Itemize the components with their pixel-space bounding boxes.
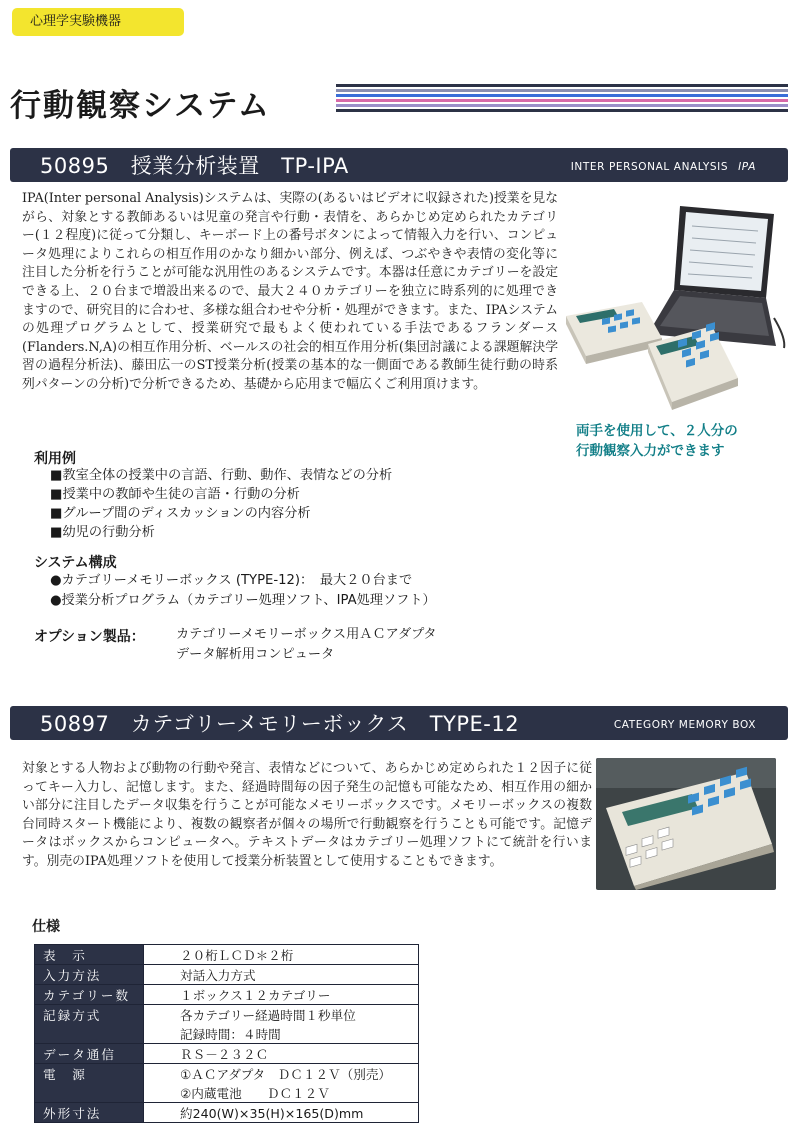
usage-item: ■幼児の行動分析 bbox=[50, 525, 155, 540]
spec-value: １ボックス１２カテゴリー bbox=[144, 985, 419, 1005]
section-subtitle-en: INTER PERSONAL ANALYSIS IPA bbox=[570, 161, 756, 173]
spec-value: ２０桁ＬＣＤ＊２桁 bbox=[144, 945, 419, 965]
spec-label: カテゴリー数 bbox=[35, 985, 144, 1005]
system-item: ●カテゴリーメモリーボックス (TYPE-12)： 最大２０台まで bbox=[50, 573, 413, 588]
option-item: カテゴリーメモリーボックス用ＡＣアダプタ bbox=[176, 627, 437, 642]
section-title: 50897 カテゴリーメモリーボックス TYPE-12 bbox=[40, 712, 520, 736]
spec-label: 表 示 bbox=[35, 945, 144, 965]
section-header-tp-ipa bbox=[10, 148, 788, 182]
memory-box-photo bbox=[596, 758, 776, 890]
section-title: 50895 授業分析装置 TP-IPA bbox=[40, 154, 349, 178]
spec-value: ①ＡＣアダプタ ＤＣ１２Ｖ（別売） ②内蔵電池 ＤＣ１２Ｖ bbox=[144, 1064, 419, 1103]
usage-heading: 利用例 bbox=[34, 451, 76, 467]
spec-label: 記録方式 bbox=[35, 1005, 144, 1044]
page-title: 行動観察システム bbox=[10, 88, 271, 124]
spec-row bbox=[35, 1064, 419, 1103]
system-heading: システム構成 bbox=[34, 555, 117, 571]
photo-caption-line: 行動観察入力ができます bbox=[576, 443, 725, 459]
usage-item: ■授業中の教師や生徒の言語・行動の分析 bbox=[50, 487, 300, 502]
photo-caption bbox=[576, 421, 786, 461]
title-decoration-stripes bbox=[336, 80, 788, 114]
spec-value: 対話入力方式 bbox=[144, 965, 419, 985]
photo-caption-line: 両手を使用して、２人分の bbox=[576, 423, 738, 439]
section-subtitle-en: CATEGORY MEMORY BOX bbox=[613, 719, 756, 731]
spec-row bbox=[35, 1005, 419, 1044]
usage-item: ■教室全体の授業中の言語、行動、動作、表情などの分析 bbox=[50, 468, 393, 483]
section-header-type-12 bbox=[10, 706, 788, 740]
spec-heading: 仕様 bbox=[32, 919, 60, 935]
usage-list bbox=[50, 466, 392, 542]
options-list bbox=[176, 625, 437, 665]
spec-row bbox=[35, 1103, 419, 1123]
spec-label: 外形寸法 bbox=[35, 1103, 144, 1123]
usage-item: ■グループ間のディスカッションの内容分析 bbox=[50, 506, 311, 521]
spec-value: 約240(W)×35(H)×165(D)mm bbox=[144, 1103, 419, 1123]
spec-label: 電 源 bbox=[35, 1064, 144, 1103]
spec-row bbox=[35, 1044, 419, 1064]
tp-ipa-product-photo bbox=[562, 198, 786, 416]
option-item: データ解析用コンピュータ bbox=[176, 647, 335, 662]
spec-row bbox=[35, 965, 419, 985]
spec-value: 各カテゴリー経過時間１秒単位 記録時間：４時間 bbox=[144, 1005, 419, 1044]
category-tag: 心理学実験機器 bbox=[12, 8, 184, 36]
system-item: ●授業分析プログラム（カテゴリー処理ソフト、IPA処理ソフト） bbox=[50, 593, 436, 608]
tp-ipa-description: IPA(Inter personal Analysis)システムは、実際の(あるいはビデオに収録された)授業を見ながら、対象とする教師あるいは児童の発言や行動・表情を、あらかじめ定められたカテゴリー(１２程度)に従って分類し、キーボード上の番号ボタンによって情報入力を行い、コンピュータ処理によりこれらの相互作用のかなり細かい部分、例えば、つぶやきや表情の変化等に注目した分析を行うことが可能な汎用性のあるシステムです。本器は任意にカテゴリーを設定できる上、２０台まで増設出来るので、最大２４０カテゴリーを独立に時系列的に処理できますので、研究目的に合わせ、多様な組合わせや分析・処理ができます。また、IPAシステムの処理プログラムとして、授業研究で最もよく使われている手法であるフランダース(Flanders.N,A)の相互作用分析、ベールスの社会的相互作用分析(集団討議による課題解決学習の過程分析法)、藤田広一のST授業分析(授業の基本的な一側面である教師生徒行動の時系列パターンの分析)で分析できるため、基礎から応用まで幅広くご利用頂けます。 bbox=[22, 191, 558, 392]
spec-table bbox=[34, 944, 419, 1123]
options-label: オプション製品： bbox=[34, 629, 145, 645]
spec-value: ＲＳ－２３２Ｃ bbox=[144, 1044, 419, 1064]
spec-label: データ通信 bbox=[35, 1044, 144, 1064]
system-list bbox=[50, 571, 436, 611]
spec-row bbox=[35, 945, 419, 965]
spec-label: 入力方法 bbox=[35, 965, 144, 985]
spec-row bbox=[35, 985, 419, 1005]
type-12-description: 対象とする人物および動物の行動や発言、表情などについて、あらかじめ定められた１２因子に従ってキー入力し、記憶します。また、経過時間毎の因子発生の記憶も可能なため、相互作用の細かい部分に注目したデータ収集を行うことが可能なメモリーボックスです。メモリーボックスの複数台同時スタート機能により、複数の観察者が個々の場所で行動観察を行うことも可能です。記憶データはボックスからコンピュータへ。テキストデータはカテゴリー処理ソフトにて統計を行います。別売のIPA処理ソフトを使用して授業分析装置として使用することもできます。 bbox=[22, 761, 592, 869]
